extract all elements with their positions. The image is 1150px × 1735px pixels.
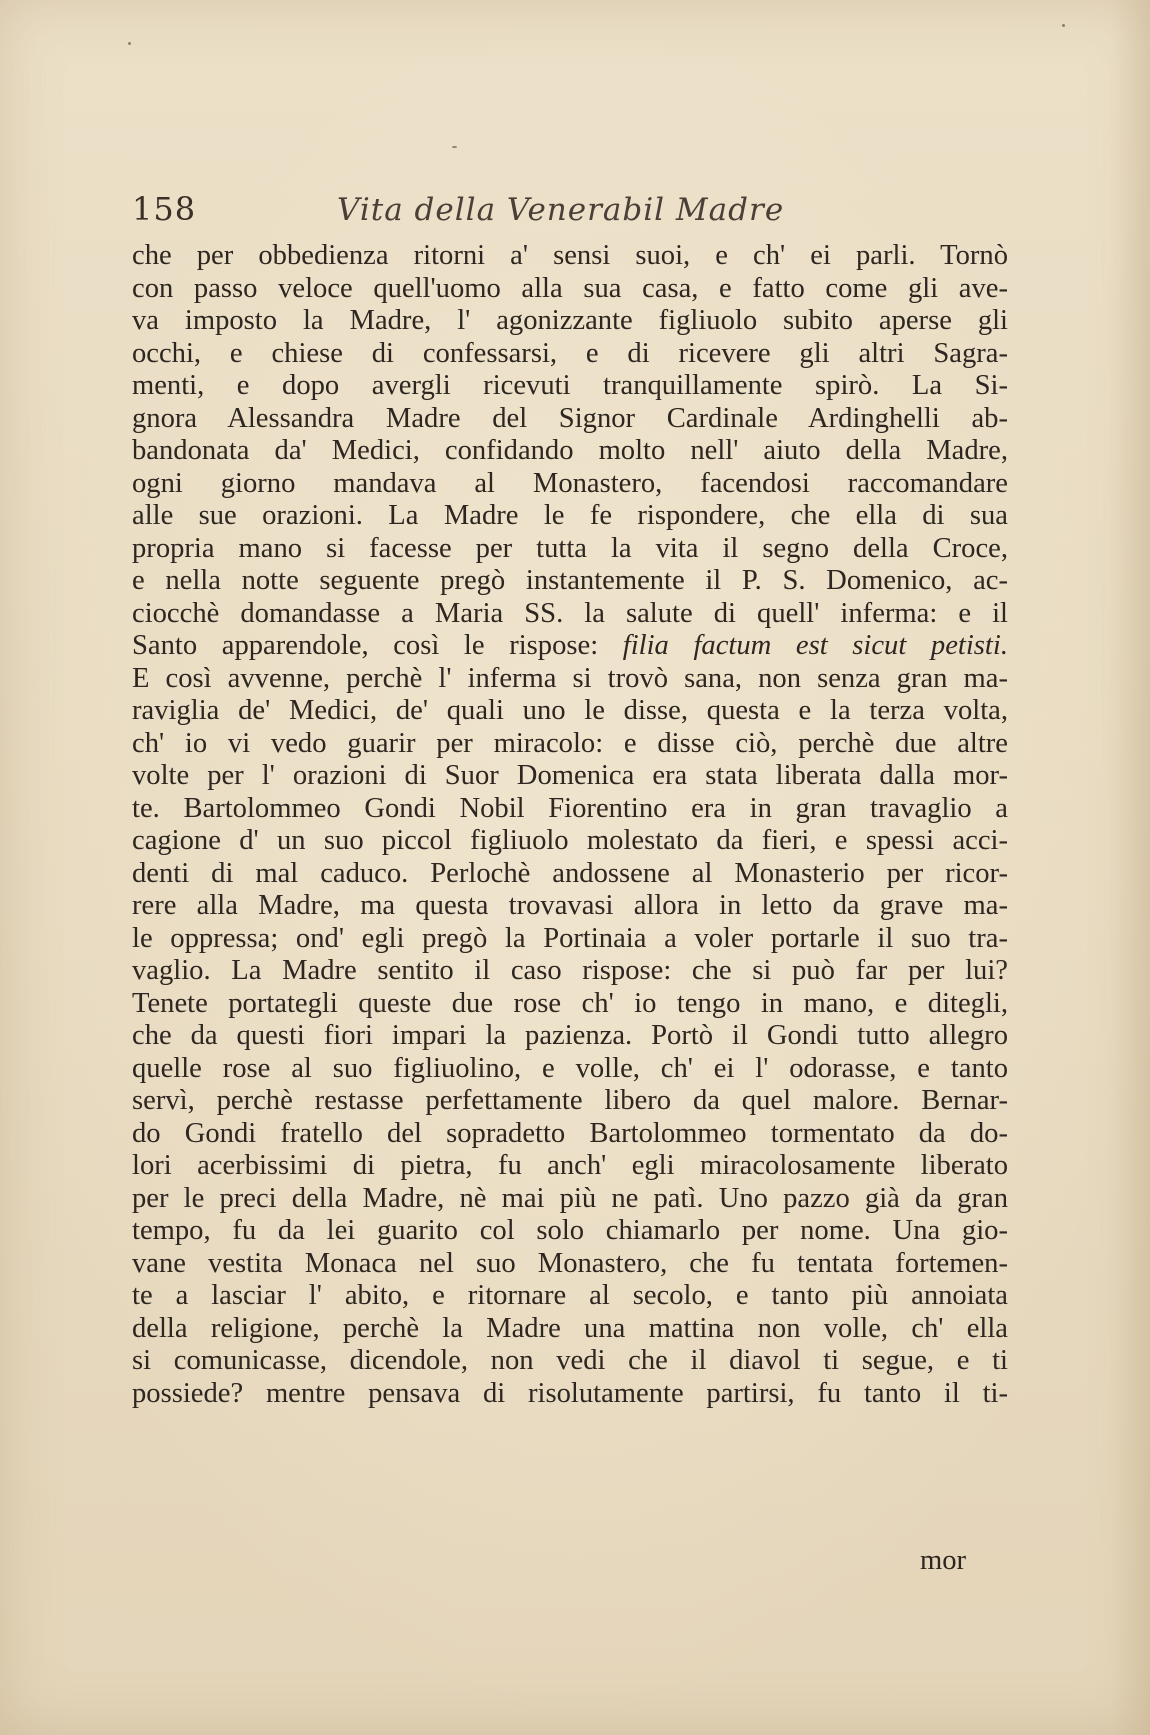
text-line: ogni giorno mandava al Monastero, facendosi raccomandare xyxy=(132,467,1008,499)
text-line: Tenete portategli queste due rose ch' io tengo in mano, e ditegli, xyxy=(132,987,1008,1019)
text-line: te a lasciar l' abito, e ritornare al secolo, e tanto più annoiata xyxy=(132,1280,1008,1311)
text-line: quelle rose al suo figliuolino, e volle, ch' ei l' odorasse, e tanto xyxy=(132,1052,1008,1084)
text-line: ciocchè domandasse a Maria SS. la salute di quell' inferma: e il xyxy=(132,597,1008,629)
paper-speck xyxy=(1062,24,1065,27)
text-line: bandonata da' Medici, confidando molto nell' aiuto della Madre, xyxy=(132,435,1008,466)
text-line: occhi, e chiese di confessarsi, e di ricevere gli altri Sagra- xyxy=(132,337,1008,369)
text-line: possiede? mentre pensava di risolutamente partirsi, fu tanto il ti- xyxy=(132,1377,1008,1409)
latin-quote: filia factum est sicut petisti. xyxy=(622,630,1008,661)
text-segment: Santo apparendole, così le rispose: xyxy=(132,630,599,661)
text-line: che per obbedienza ritorni a' sensi suoi, e ch' ei parli. Tornò xyxy=(132,240,1008,271)
text-line: le oppressa; ond' egli pregò la Portinaia a voler portarle il suo tra- xyxy=(132,922,1008,954)
text-line: do Gondi fratello del sopradetto Bartolommeo tormentato da do- xyxy=(132,1117,1008,1149)
text-line: per le preci della Madre, nè mai più ne patì. Uno pazzo già da gran xyxy=(132,1182,1008,1214)
page-header xyxy=(132,190,1012,236)
text-line: con passo veloce quell'uomo alla sua casa, e fatto come gli ave- xyxy=(132,272,1008,304)
text-line: ch' io vi vedo guarir per miracolo: e disse ciò, perchè due altre xyxy=(132,727,1008,759)
text-line: denti di mal caduco. Perlochè andossene al Monasterio per ricor- xyxy=(132,857,1008,889)
text-line: si comunicasse, dicendole, non vedi che il diavol ti segue, e ti xyxy=(132,1345,1008,1376)
text-line: te. Bartolommeo Gondi Nobil Fiorentino era in gran travaglio a xyxy=(132,792,1008,824)
text-line: e nella notte seguente pregò instantemente il P. S. Domenico, ac- xyxy=(132,565,1008,596)
page-number: 158 xyxy=(132,190,197,228)
text-line: rere alla Madre, ma questa trovavasi allora in letto da grave ma- xyxy=(132,890,1008,921)
paper-speck xyxy=(452,146,457,148)
text-line: propria mano si facesse per tutta la vita il segno della Croce, xyxy=(132,532,1008,564)
catchword: mor xyxy=(920,1545,967,1576)
text-line: volte per l' orazioni di Suor Domenica era stata liberata dalla mor- xyxy=(132,760,1008,791)
text-line: che da questi fiori impari la pazienza. Portò il Gondi tutto allegro xyxy=(132,1020,1008,1051)
text-line: cagione d' un suo piccol figliuolo molestato da fieri, e spessi acci- xyxy=(132,825,1008,856)
running-title: Vita della Venerabil Madre xyxy=(337,192,785,228)
text-line: menti, e dopo avergli ricevuti tranquillamente spirò. La Si- xyxy=(132,370,1008,401)
paper-speck xyxy=(128,42,131,45)
text-line: raviglia de' Medici, de' quali uno le disse, questa e la terza volta, xyxy=(132,695,1008,726)
text-line: lori acerbissimi di pietra, fu anch' egli miracolosamente liberato xyxy=(132,1150,1008,1181)
text-line: tempo, fu da lei guarito col solo chiamarlo per nome. Una gio- xyxy=(132,1215,1008,1246)
body-text xyxy=(132,240,1008,1410)
text-line: vane vestita Monaca nel suo Monastero, che fu tentata fortemen- xyxy=(132,1247,1008,1279)
text-line: vaglio. La Madre sentito il caso rispose: che si può far per lui? xyxy=(132,955,1008,986)
text-line: alle sue orazioni. La Madre le fe rispondere, che ella di sua xyxy=(132,500,1008,531)
text-line: va imposto la Madre, l' agonizzante figliuolo subito aperse gli xyxy=(132,305,1008,336)
text-line: E così avvenne, perchè l' inferma si trovò sana, non senza gran ma- xyxy=(132,662,1008,694)
text-line: servì, perchè restasse perfettamente libero da quel malore. Bernar- xyxy=(132,1085,1008,1116)
text-line: gnora Alessandra Madre del Signor Cardinale Ardinghelli ab- xyxy=(132,402,1008,434)
text-line: della religione, perchè la Madre una mattina non volle, ch' ella xyxy=(132,1312,1008,1344)
text-line-with-quote xyxy=(132,630,1008,663)
page-edge-shading xyxy=(1110,0,1150,1735)
